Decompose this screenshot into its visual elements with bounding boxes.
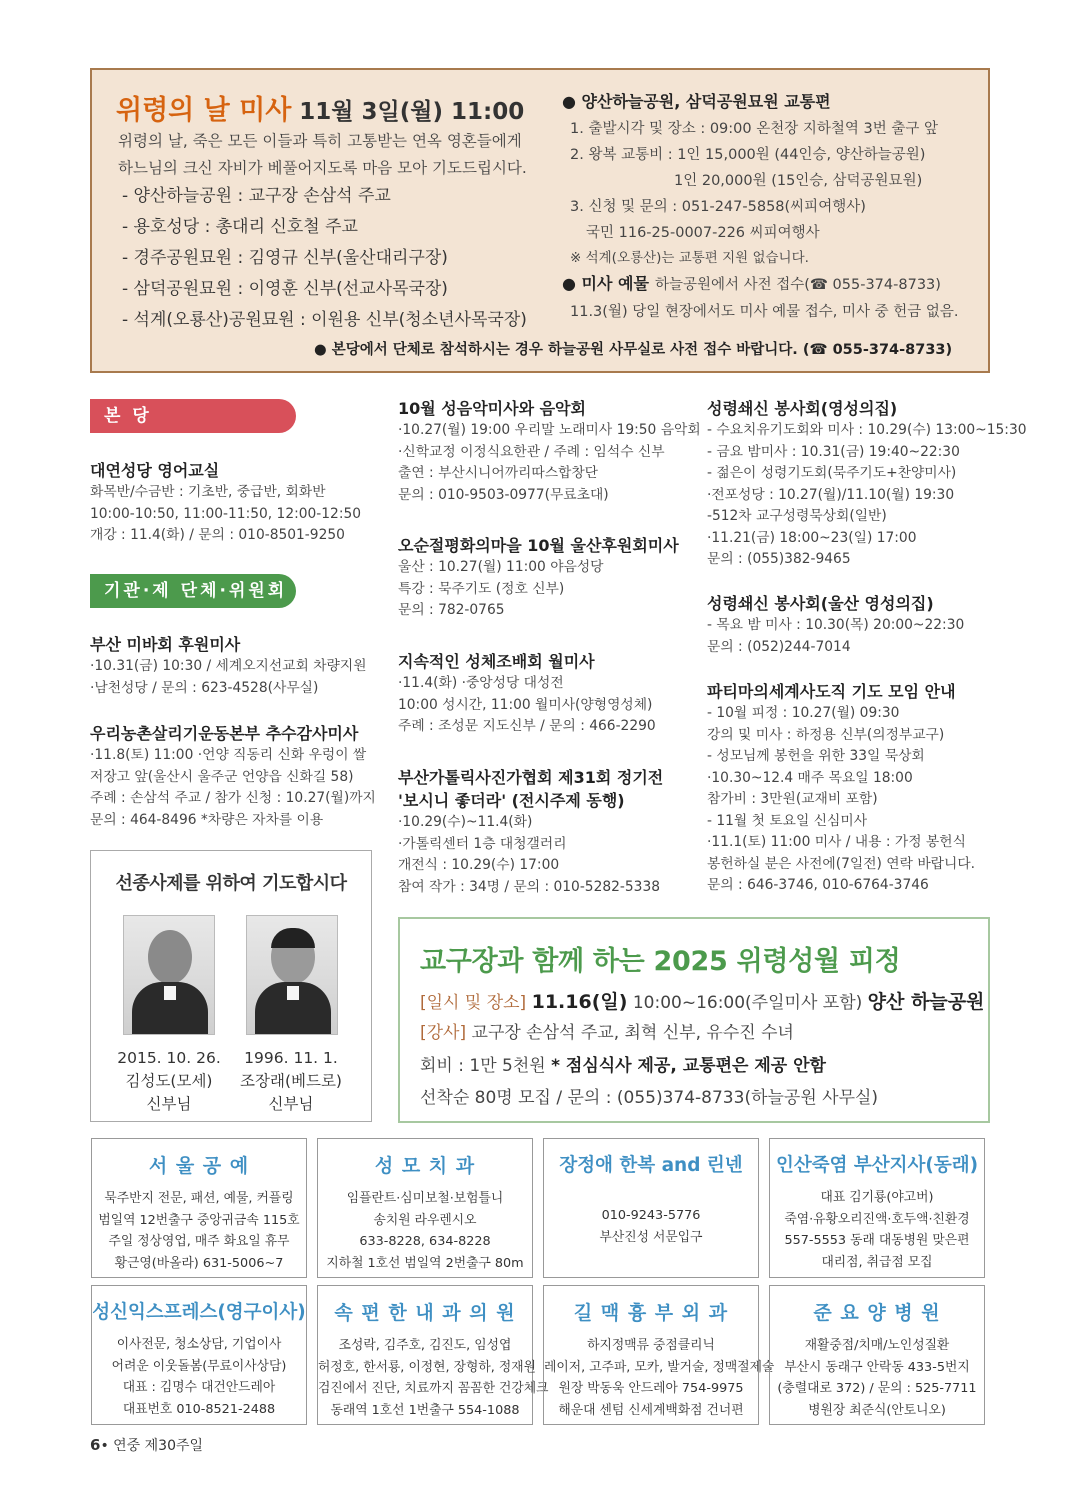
fatima-apostolate-item: 파티마의세계사도직 기도 모임 안내 - 10월 피정 : 10.27(월) 09:30 강의 및 미사 : 하정용 신부(의정부교구) - 성모님께 봉헌을 위한 33일 묵상회 ·10.30~12.4 매주 목요일 18:00 참가비 : 3만원(교재비 포함) - 11월 첫 토요일 신심미사 ·11.1(토) 11:00 미사 / 내용 : 가정 봉헌식 봉헌하실 분은 사전에(7일전) 연락 바랍니다. 문의 : 646-3746, 010-6764-3746 <box>707 682 976 893</box>
memorial-intro: 위령의 날, 죽은 모든 이들과 특히 고통받는 연옥 영혼들에게 하느님의 크신 자비가 베풀어지도록 마음 모아 기도드립시다. <box>118 132 527 177</box>
mass-location-list <box>122 181 527 336</box>
english-class-item: 대연성당 영어교실 화목반/수금반 : 기초반, 중급반, 회화반 10:00-10:50, 11:00-11:50, 12:00-12:50 개강 : 11.4(화) / 문의 : 010-8501-9250 <box>90 461 362 543</box>
sacred-music-item: 10월 성음악미사와 음악회 ·10.27(월) 19:00 우리말 노래미사 19:50 음악회 ·신학교정 이정식요한관 / 주례 : 임석수 신부 출연 : 부산시니어까리따스합창단 문의 : 010-9503-0977(무료초대) <box>398 399 701 503</box>
thanksgiving-mass-item: 우리농촌살리기운동본부 추수감사미사 ·11.8(토) 11:00 ·언양 직동리 신화 우렁이 쌀 저장고 앞(울산시 울주군 언양읍 신화길 58) 주례 : 손삼석 주교 / 참가 신청 : 10.27(월)까지 문의 : 464-8496 *차량은 자차를 이용 <box>90 724 376 828</box>
list-item: - 석계(오룡산)공원묘원 : 이원용 신부(청소년사목국장) <box>122 310 527 330</box>
retreat-speakers-line: [강사] 교구장 손삼석 주교, 최혁 신부, 유수진 수녀 <box>420 1023 794 1043</box>
ad-seongsin-express: 성신익스프레스(영구이사) 이사전문, 청소상담, 기업이사 어려운 이웃돌봄(무료이사상담) 대표 : 김명수 대건안드레아 대표번호 010-8521-2488 <box>91 1285 307 1425</box>
retreat-contact-line: 선착순 80명 모집 / 문의 : (055)374-8733(하늘공원 사무실) <box>420 1088 879 1108</box>
ad-jun-nursing-hospital: 준 요 양 병 원 재활중점/치매/노인성질환 부산시 동래구 안락동 433-5번지 (충렬대로 372) / 문의 : 525-7711 병원장 최준식(안토니오) <box>769 1285 985 1425</box>
retreat-date-line: [일시 및 장소] 11.16(일) 10:00~16:00(주일미사 포함) 양산 하늘공원 <box>420 991 985 1013</box>
memorial-bottom-note: ● 본당에서 단체로 참석하시는 경우 하늘공원 사무실로 사전 접수 바랍니다. (☎ 055-374-8733) <box>314 342 953 358</box>
retreat-fee-line: 회비 : 1만 5천원 * 점심식사 제공, 교통편은 제공 안함 <box>420 1056 826 1076</box>
section-parish-pill: 본 당 <box>90 399 296 433</box>
page-footer: 6• 연중 제30주일 <box>90 1436 204 1454</box>
retreat-title: 교구장과 함께 하는 2025 위령성월 피정 <box>420 946 901 977</box>
ad-gilmaek-surgery: 길 맥 흉 부 외 과 하지정맥류 중점클리닉 레이저, 고주파, 모카, 발거술, 정맥절제술 원장 박동욱 안드레아 754-9975 해운대 센텀 신세계백화점 건너편 <box>543 1285 759 1425</box>
adoration-item: 지속적인 성체조배회 월미사 ·11.4(화) ·중앙성당 대성전 10:00 성시간, 11:00 월미사(양형영성체) 주례 : 조성문 지도신부 / 문의 : 466-2290 <box>398 652 656 734</box>
priest-caption-2: 1996. 11. 1. 조장래(베드로) 신부님 <box>240 1049 342 1113</box>
peace-village-item: 오순절평화의마을 10월 울산후원회미사 울산 : 10.27(월) 11:00 야음성당 특강 : 묵주기도 (정호 신부) 문의 : 782-0765 <box>398 536 679 618</box>
page-number: 6 <box>90 1436 101 1454</box>
mibahoe-item: 부산 미바회 후원미사 ·10.31(금) 10:30 / 세계오지선교회 차량지원 ·남천성당 / 문의 : 623-4528(사무실) <box>90 635 367 696</box>
list-item: - 삼덕공원묘원 : 이영훈 신부(선교사목국장) <box>122 279 448 299</box>
priest-photo-1 <box>123 915 215 1035</box>
ad-hanbok-linen: 장정애 한복 and 린넨 010-9243-5776 부산진성 서문입구 <box>543 1138 759 1278</box>
ad-seoul-craft: 서 울 공 예 묵주반지 전문, 패션, 예물, 커플링 범일역 12번출구 중앙귀금속 115호 주일 정상영업, 매주 화요일 휴무 황근영(바올라) 631-5006~7 <box>91 1138 307 1278</box>
list-item: - 양산하늘공원 : 교구장 손삼석 주교 <box>122 186 391 206</box>
list-item: - 용호성당 : 총대리 신호철 주교 <box>122 217 358 237</box>
ad-sokpyeonhan-clinic: 속 편 한 내 과 의 원 조성락, 김주호, 김진도, 임성엽 허정호, 한서룡, 이정현, 장형하, 정재원 검진에서 진단, 치료까지 꼼꼼한 건강체크 동래역 1호선 1번출구 554-1088 <box>317 1285 533 1425</box>
offering-title: ● 미사 예물 하늘공원에서 사전 접수(☎ 055-374-8733) <box>562 274 941 293</box>
memorial-mass-box <box>90 68 990 373</box>
transport-info: ● 양산하늘공원, 삼덕공원묘원 교통편 1. 출발시각 및 장소 : 09:00 온천장 지하철역 3번 출구 앞 2. 왕복 교통비 : 1인 15,000원 (44인승, 양산하늘공원) 1인 20,000원 (15인승, 삼덕공원묘원) 3. 신청 및 문의 : 051-247-5858(씨피여행사) 국민 116-25-0007-226 씨피여행사 ※ 석계(오룡산)는 교통편 지원 없습니다. ● 미사 예물 하늘공원에서 사전 접수(☎ 055-374-8733) 11.3(월) 당일 현장에서도 미사 예물 접수, 미사 중 헌금 없음. <box>562 88 982 325</box>
ad-insan-bamboo-salt: 인산죽염 부산지사(동래) 대표 김기룡(야고버) 죽염·유황오리진액·호두액·친환경 557-5553 동래 대동병원 맞은편 대리점, 취급점 모집 <box>769 1138 985 1278</box>
ulsan-renewal-item: 성령쇄신 봉사회(울산 영성의집) - 목요 밤 미사 : 10.30(목) 20:00~22:30 문의 : (052)244-7014 <box>707 594 965 655</box>
priest-photo-2 <box>246 915 338 1035</box>
photo-exhibition-item: 부산가톨릭사진가협회 제31회 정기전 '보시니 좋더라' (전시주제 동행) ·10.29(수)~11.4(화) ·가톨릭센터 1층 대청갤러리 개전식 : 10.29(수) 17:00 참여 작가 : 34명 / 문의 : 010-5282-5338 <box>398 768 664 895</box>
ad-seongmo-dental: 성 모 치 과 임플란트·심미보철·보험틀니 송치원 라우렌시오 633-8228, 634-8228 지하철 1호선 범일역 2번출구 80m <box>317 1138 533 1278</box>
charismatic-renewal-item: 성령쇄신 봉사회(영성의집) - 수요치유기도회와 미사 : 10.29(수) 13:00~15:30 - 금요 밤미사 : 10.31(금) 19:40~22:30 - 젊은이 성령기도회(묵주기도+찬양미사) ·전포성당 : 10.27(월)/11.10(월) 19:30 -512차 교구성령묵상회(일반) ·11.21(금) 18:00~23(일) 17:00 문의 : (055)382-9465 <box>707 399 1027 567</box>
priests-heading: 선종사제를 위하여 기도합시다 <box>115 873 347 894</box>
priest-caption-1: 2015. 10. 26. 김성도(모세) 신부님 <box>117 1049 221 1113</box>
section-organizations-pill: 기관·제 단체·위원회 <box>90 574 296 608</box>
retreat-box <box>398 917 990 1123</box>
transport-title: ● 양산하늘공원, 삼덕공원묘원 교통편 <box>562 92 831 111</box>
list-item: - 경주공원묘원 : 김영규 신부(울산대리구장) <box>122 248 448 268</box>
memorial-title: 위령의 날 미사 11월 3일(월) 11:00 <box>116 95 525 126</box>
deceased-priests-box <box>90 850 372 1122</box>
